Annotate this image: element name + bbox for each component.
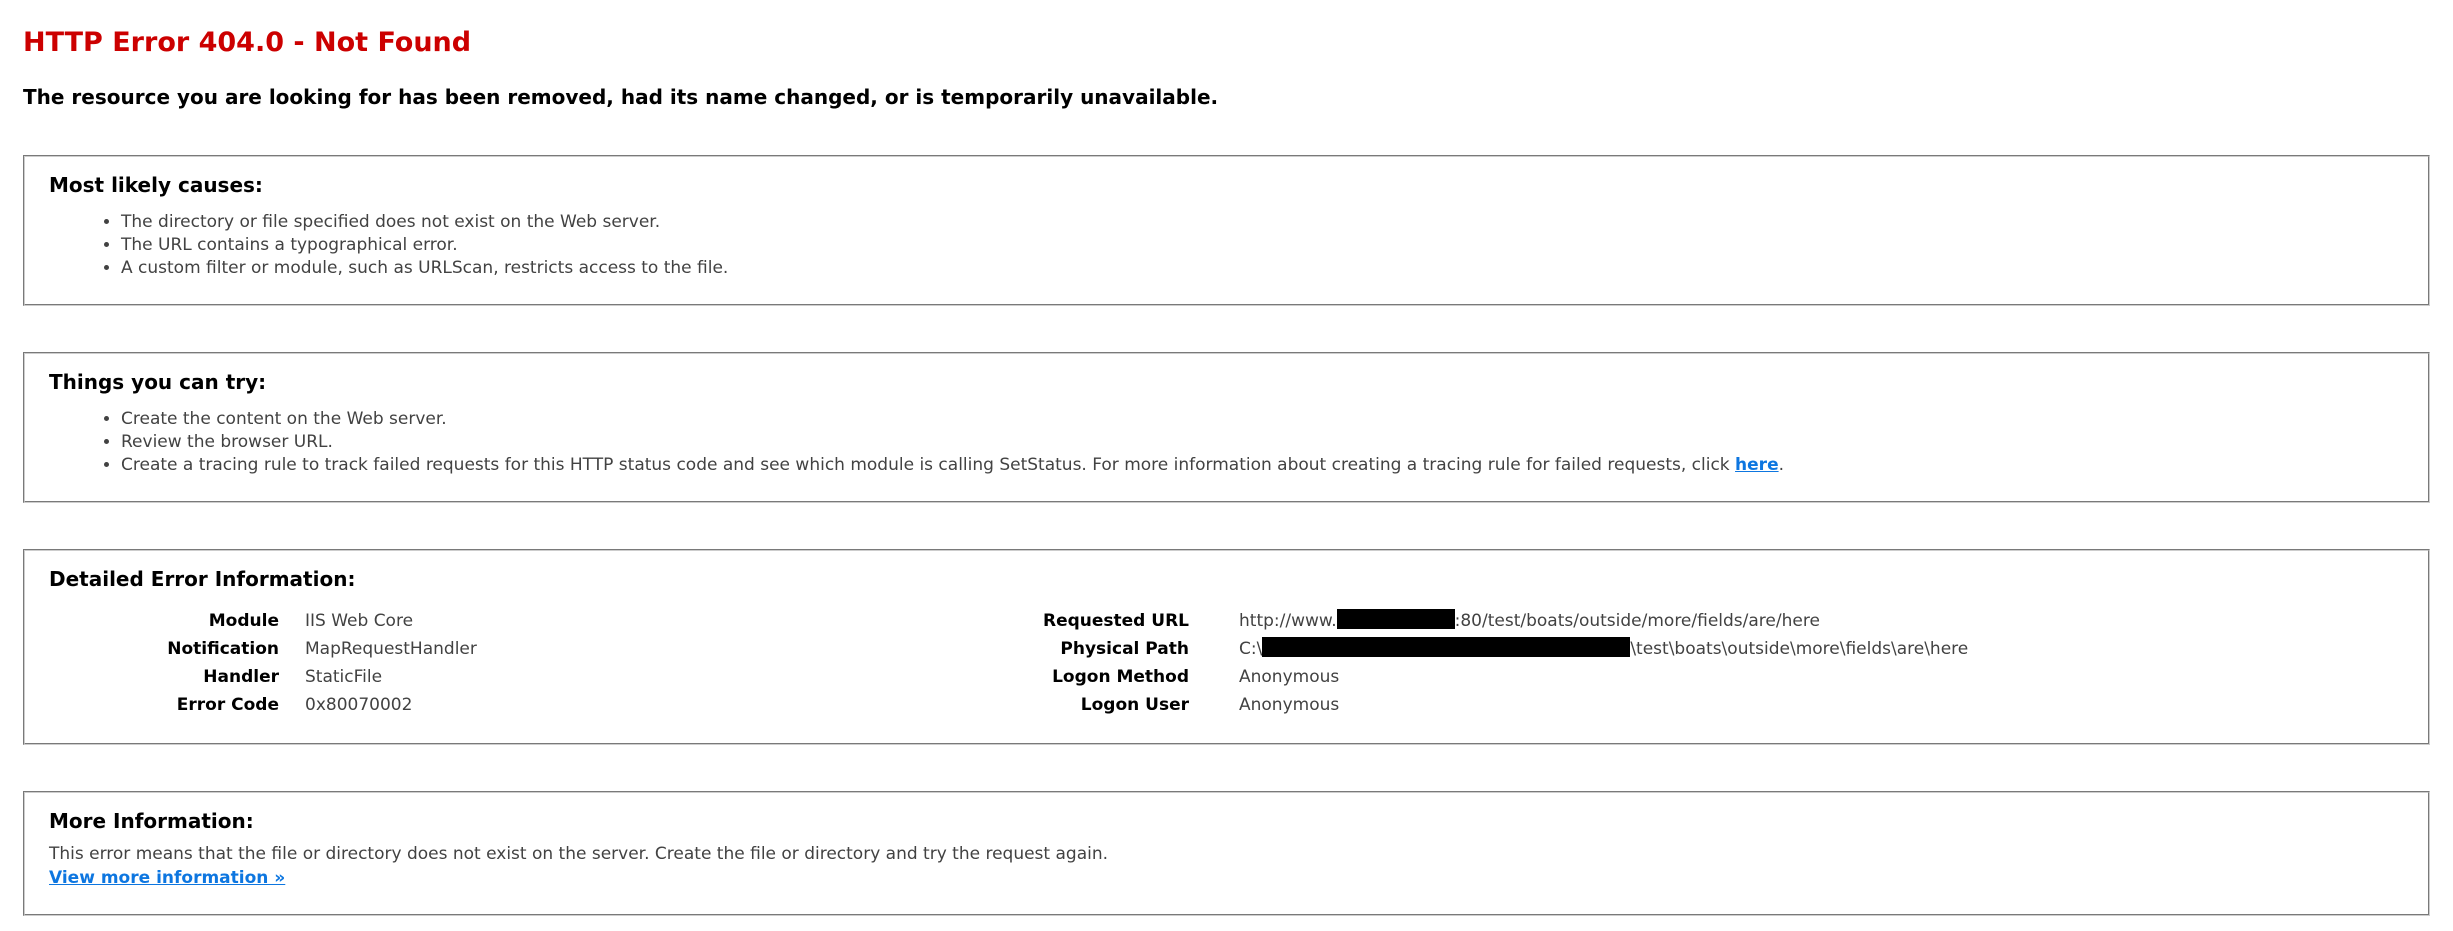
detail-label: Module [208, 610, 279, 631]
page-title: HTTP Error 404.0 - Not Found [23, 27, 472, 58]
table-row [49, 691, 2404, 719]
more-info-heading: More Information: [49, 808, 254, 833]
tracing-item-period: . [1778, 454, 1784, 475]
view-more-information-link[interactable]: View more information » [49, 867, 286, 888]
list-item: • Create the content on the Web server. [121, 408, 2404, 431]
detail-value: MapRequestHandler [305, 638, 477, 659]
more-info-text: This error means that the file or directory does not exist on the server. Create the file or directory and try the request again. [49, 843, 1109, 864]
physical-path-suffix: \test\boats\outside\more\fields\are\here [1630, 638, 1969, 659]
detail-table [49, 607, 2404, 719]
physical-path-prefix: C:\ [1239, 638, 1263, 659]
detail-value: 0x80070002 [305, 694, 413, 715]
table-row [49, 635, 2404, 663]
causes-heading: Most likely causes: [49, 172, 263, 197]
page-subtitle: The resource you are looking for has been removed, had its name changed, or is temporarily unavailable. [23, 84, 1219, 109]
detail-label: Handler [203, 666, 279, 687]
detail-label: Error Code [176, 694, 279, 715]
detail-label: Requested URL [1042, 610, 1189, 631]
detail-label: Physical Path [1060, 638, 1189, 659]
requested-url-prefix: http://www. [1239, 610, 1337, 631]
tracing-here-link[interactable]: here [1735, 454, 1779, 475]
most-likely-causes-box [23, 155, 2430, 306]
redaction-box [1262, 637, 1630, 657]
things-to-try-heading: Things you can try: [49, 369, 267, 394]
detail-value: StaticFile [305, 666, 383, 687]
detail-label: Notification [167, 638, 279, 659]
detail-value: Anonymous [1239, 666, 1340, 687]
list-item: • A custom filter or module, such as URLScan, restricts access to the file. [121, 257, 2404, 280]
requested-url-suffix: :80/test/boats/outside/more/fields/are/here [1454, 610, 1820, 631]
details-heading: Detailed Error Information: [49, 566, 356, 591]
list-item [121, 454, 2404, 477]
table-row [49, 607, 2404, 635]
redaction-box [1337, 609, 1455, 629]
more-information-box [23, 791, 2430, 916]
list-item: • The URL contains a typographical error. [121, 234, 2404, 257]
detail-value: IIS Web Core [305, 610, 414, 631]
table-row [49, 663, 2404, 691]
detailed-error-information-box [23, 549, 2430, 745]
tracing-item-text: Create a tracing rule to track failed requests for this HTTP status code and see which module is calling SetStatus. For more information about creating a tracing rule for failed requests, click [121, 454, 1736, 475]
detail-value [1189, 607, 2404, 635]
detail-value: Anonymous [1239, 694, 1340, 715]
detail-value [1189, 635, 2404, 663]
list-item: • The directory or file specified does not exist on the Web server. [121, 211, 2404, 234]
things-to-try-list [49, 408, 2404, 477]
more-info-link-row [49, 867, 2404, 890]
causes-list [49, 211, 2404, 280]
detail-label: Logon Method [1052, 666, 1189, 687]
detail-label: Logon User [1080, 694, 1189, 715]
list-item: • Review the browser URL. [121, 431, 2404, 454]
things-you-can-try-box [23, 352, 2430, 503]
